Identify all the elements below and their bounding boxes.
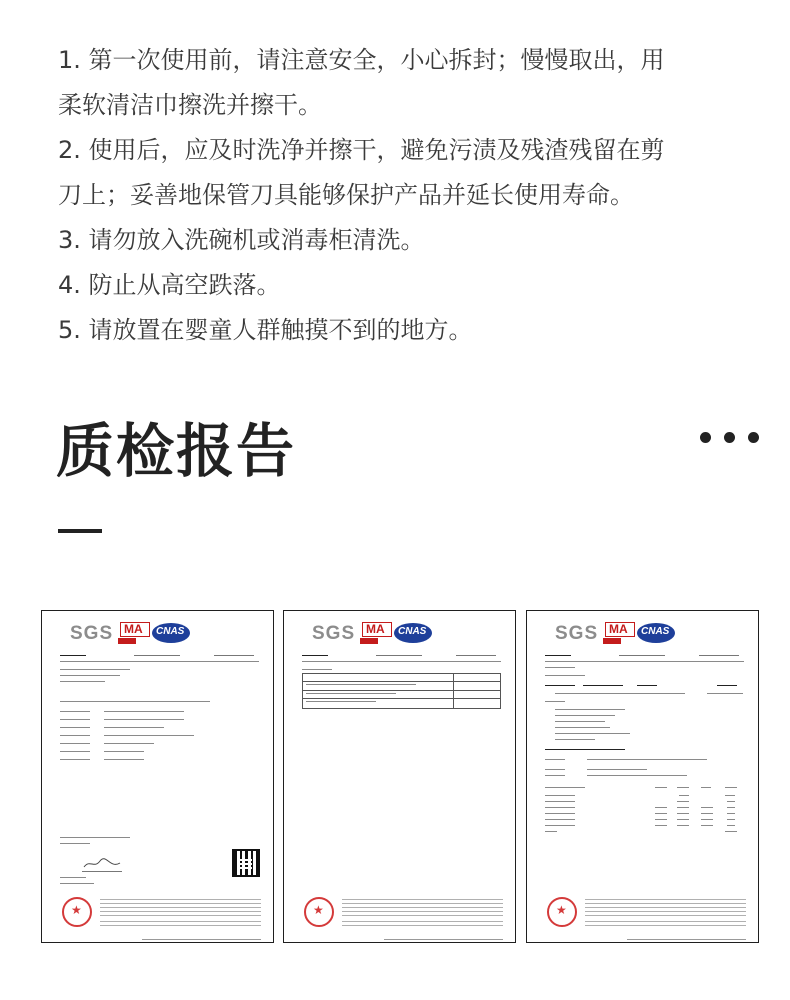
report-logos (70, 621, 260, 647)
seal-stamp (547, 897, 577, 927)
instruction-line: 2. 使用后，应及时洗净并擦干，避免污渍及残渣残留在剪 (58, 136, 665, 164)
cnas-logo: CNAS (637, 623, 675, 643)
more-dots-icon (700, 430, 762, 444)
report-logos (312, 621, 502, 647)
report-page-3[interactable] (526, 610, 759, 943)
instruction-line: 4. 防止从高空跌落。 (58, 271, 281, 299)
report-page-2[interactable] (283, 610, 516, 943)
usage-instructions (58, 38, 738, 353)
section-title: 质检报告 (56, 417, 297, 485)
report-page-1[interactable] (41, 610, 274, 943)
seal-stamp (304, 897, 334, 927)
instruction-line: 3. 请勿放入洗碗机或消毒柜清洗。 (58, 226, 425, 254)
ma-number (603, 638, 621, 644)
title-underline (58, 529, 102, 533)
ma-number (118, 638, 136, 644)
sgs-logo: SGS (70, 623, 114, 644)
sgs-logo: SGS (312, 623, 356, 644)
instruction-line: 5. 请放置在婴童人群触摸不到的地方。 (58, 316, 473, 344)
cnas-logo: CNAS (152, 623, 190, 643)
test-table (302, 673, 501, 709)
qr-code (232, 849, 260, 877)
ma-logo: MA (362, 622, 392, 637)
ma-logo: MA (605, 622, 635, 637)
report-logos (555, 621, 745, 647)
instruction-line: 1. 第一次使用前，请注意安全，小心拆封；慢慢取出，用 (58, 46, 665, 74)
instruction-line: 刀上；妥善地保管刀具能够保护产品并延长使用寿命。 (58, 181, 634, 209)
instruction-line: 柔软清洁巾擦洗并擦干。 (58, 91, 322, 119)
signature (82, 857, 122, 872)
seal-stamp (62, 897, 92, 927)
ma-number (360, 638, 378, 644)
ma-logo: MA (120, 622, 150, 637)
cnas-logo: CNAS (394, 623, 432, 643)
sgs-logo: SGS (555, 623, 599, 644)
